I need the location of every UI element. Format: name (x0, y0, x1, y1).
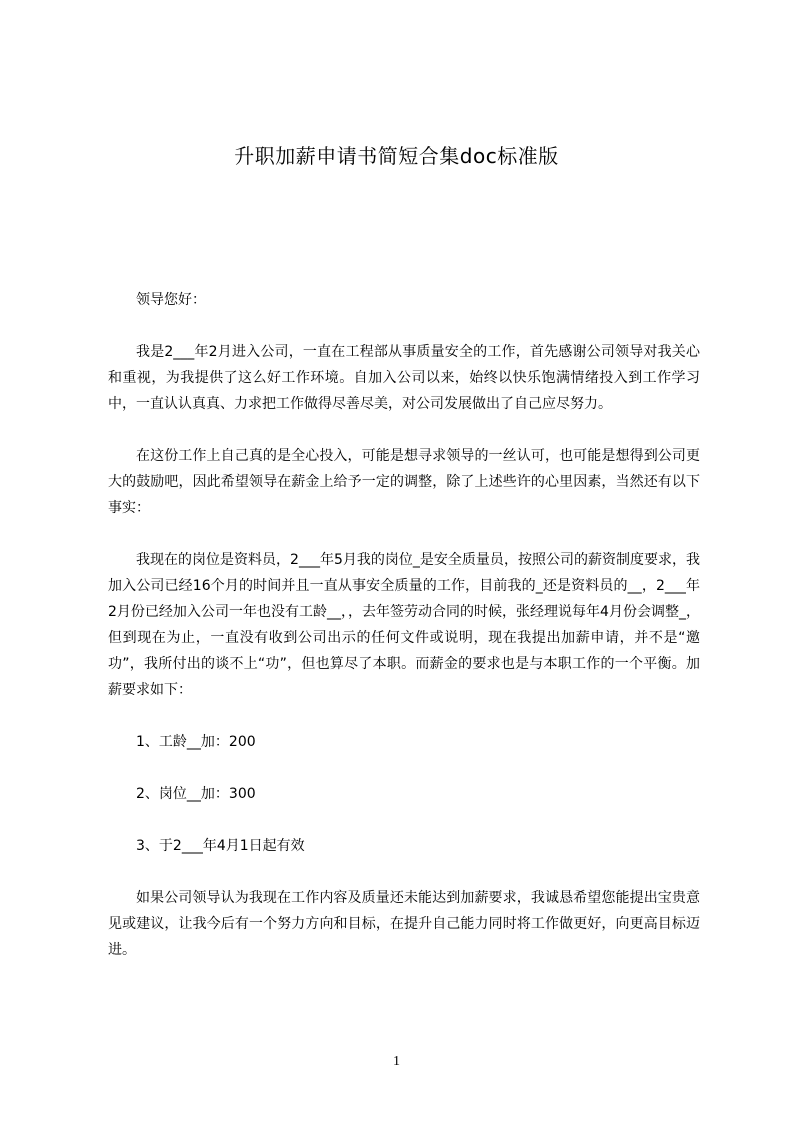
document-body (108, 287, 700, 989)
request-item-seniority: 1、工龄__加：200 (136, 734, 256, 750)
paragraph-facts: 我现在的岗位是资料员，2___年5月我的岗位_是安全质量员，按照公司的薪资制度要求，我加入公司已经16个月的时间并且一直从事安全质量的工作，目前我的_还是资料员的__，2___年2月份已经加入公司一年也没有工龄__，，去年签劳动合同的时候，张经理说每年4月份会调整_，但到现在为止，一直没有收到公司出示的任何文件或说明，现在我提出加薪申请，并不是“邀功”，我所付出的谈不上“功”，但也算尽了本职。而薪金的要求也是与本职工作的一个平衡。加薪要求如下： (108, 552, 700, 698)
request-item-position: 2、岗位__加：300 (136, 786, 256, 802)
paragraph-closing: 如果公司领导认为我现在工作内容及质量还未能达到加薪要求，我诚恳希望您能提出宝贵意见或建议，让我今后有一个努力方向和目标，在提升自己能力同时将工作做更好，向更高目标迈进。 (108, 890, 700, 958)
paragraph-intro: 我是2___年2月进入公司，一直在工程部从事质量安全的工作，首先感谢公司领导对我关心和重视，为我提供了这么好工作环境。自加入公司以来，始终以快乐饱满情绪投入到工作学习中，一直认认真真、力求把工作做得尽善尽美，对公司发展做出了自己应尽努力。 (108, 344, 700, 412)
page-number: 1 (393, 1054, 400, 1069)
greeting-line: 领导您好： (136, 292, 206, 308)
request-item-effective-date: 3、于2___年4月1日起有效 (136, 838, 305, 854)
paragraph-motivation: 在这份工作上自己真的是全心投入，可能是想寻求领导的一丝认可，也可能是想得到公司更大的鼓励吧，因此希望领导在薪金上给予一定的调整，除了上述些许的心里因素，当然还有以下事实： (108, 448, 700, 516)
document-title: 升职加薪申请书简短合集doc标准版 (234, 144, 559, 168)
